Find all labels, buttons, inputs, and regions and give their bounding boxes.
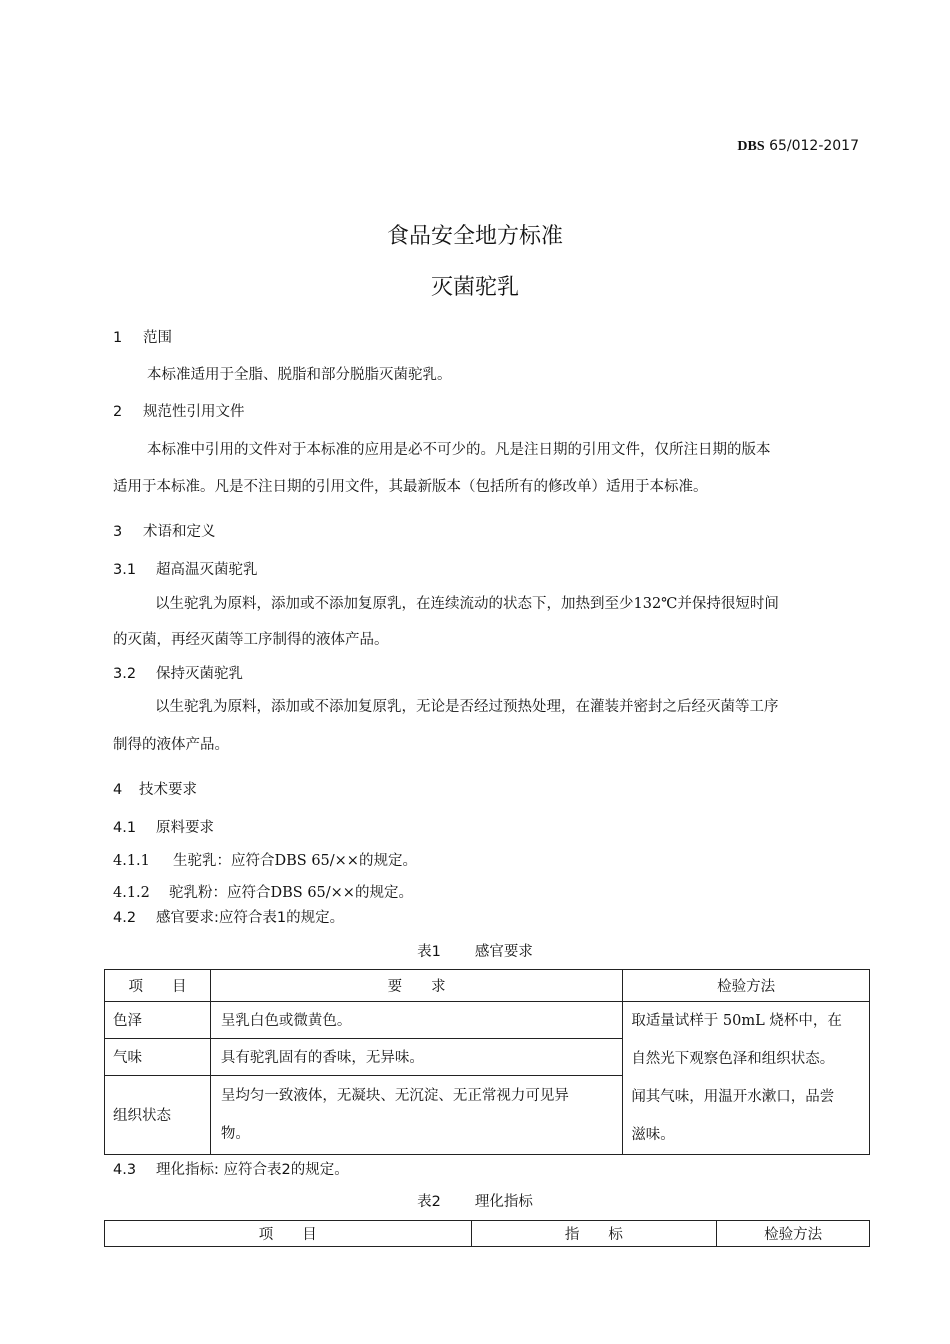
table-1-cell-method: 取适量试样于 50mL 烧杯中，在 自然光下观察色泽和组织状态。 闻其气味，用温开水漱口，品尝 滋味。 xyxy=(623,1002,870,1155)
table-1-header-requirement: 要 求 xyxy=(210,970,622,1002)
section-2-text-line2: 适用于本标准。凡是不注日期的引用文件，其最新版本（包括所有的修改单）适用于本标准。 xyxy=(113,479,708,495)
table-1-cell-item: 色泽 xyxy=(105,1002,211,1039)
section-3-2-heading: 3.2 保持灭菌驼乳 xyxy=(113,666,243,682)
table-2-header-row xyxy=(105,1221,870,1247)
table-1-cell-requirement: 具有驼乳固有的香味，无异味。 xyxy=(210,1038,622,1075)
table-1-header-row xyxy=(105,970,870,1002)
section-3-1-text-line1: 以生驼乳为原料，添加或不添加复原乳，在连续流动的状态下，加热到至少132℃并保持很短时间 xyxy=(155,596,779,612)
section-3-2-text-line2: 制得的液体产品。 xyxy=(113,737,229,753)
table-2 xyxy=(104,1220,870,1247)
section-2-text-line1: 本标准中引用的文件对于本标准的应用是必不可少的。凡是注日期的引用文件，仅所注日期的版本 xyxy=(147,442,771,458)
table-1-cell-item: 气味 xyxy=(105,1038,211,1075)
standard-code: DBS 65/012-2017 xyxy=(737,138,859,154)
section-3-2-text-line1: 以生驼乳为原料，添加或不添加复原乳，无论是否经过预热处理，在灌装并密封之后经灭菌等工序 xyxy=(155,699,779,715)
table-2-header-method: 检验方法 xyxy=(717,1221,870,1247)
table-2-header-index: 指 标 xyxy=(471,1221,717,1247)
section-3-heading: 3 术语和定义 xyxy=(113,524,216,540)
section-4-2-heading: 4.2 感官要求:应符合表1的规定。 xyxy=(113,910,345,926)
section-3-1-heading: 3.1 超高温灭菌驼乳 xyxy=(113,562,258,578)
section-2-heading: 2 规范性引用文件 xyxy=(113,404,245,420)
section-4-1-heading: 4.1 原料要求 xyxy=(113,820,214,836)
table-1-header-item: 项 目 xyxy=(105,970,211,1002)
section-4-1-2: 4.1.2 驼乳粉：应符合DBS 65/××的规定。 xyxy=(113,885,413,901)
table-1-header-method: 检验方法 xyxy=(623,970,870,1002)
document-title: 食品安全地方标准 xyxy=(386,224,563,249)
section-4-3-heading: 4.3 理化指标: 应符合表2的规定。 xyxy=(113,1162,349,1178)
table-row xyxy=(105,1002,870,1039)
table-1-caption: 表1 感官要求 xyxy=(417,944,533,960)
table-1 xyxy=(104,969,870,1155)
section-1-heading: 1 范围 xyxy=(113,330,172,346)
document-subtitle: 灭菌驼乳 xyxy=(430,275,519,300)
table-2-header-item: 项 目 xyxy=(105,1221,472,1247)
section-3-1-text-line2: 的灭菌，再经灭菌等工序制得的液体产品。 xyxy=(113,632,389,648)
section-1-text: 本标准适用于全脂、脱脂和部分脱脂灭菌驼乳。 xyxy=(147,367,452,383)
table-1-cell-item: 组织状态 xyxy=(105,1075,211,1154)
section-4-heading: 4 技术要求 xyxy=(113,782,197,798)
table-1-cell-requirement: 呈均匀一致液体，无凝块、无沉淀、无正常视力可见异 物。 xyxy=(210,1075,622,1154)
table-2-caption: 表2 理化指标 xyxy=(417,1194,533,1210)
table-1-cell-requirement: 呈乳白色或微黄色。 xyxy=(210,1002,622,1039)
section-4-1-1: 4.1.1 生驼乳：应符合DBS 65/××的规定。 xyxy=(113,853,417,869)
